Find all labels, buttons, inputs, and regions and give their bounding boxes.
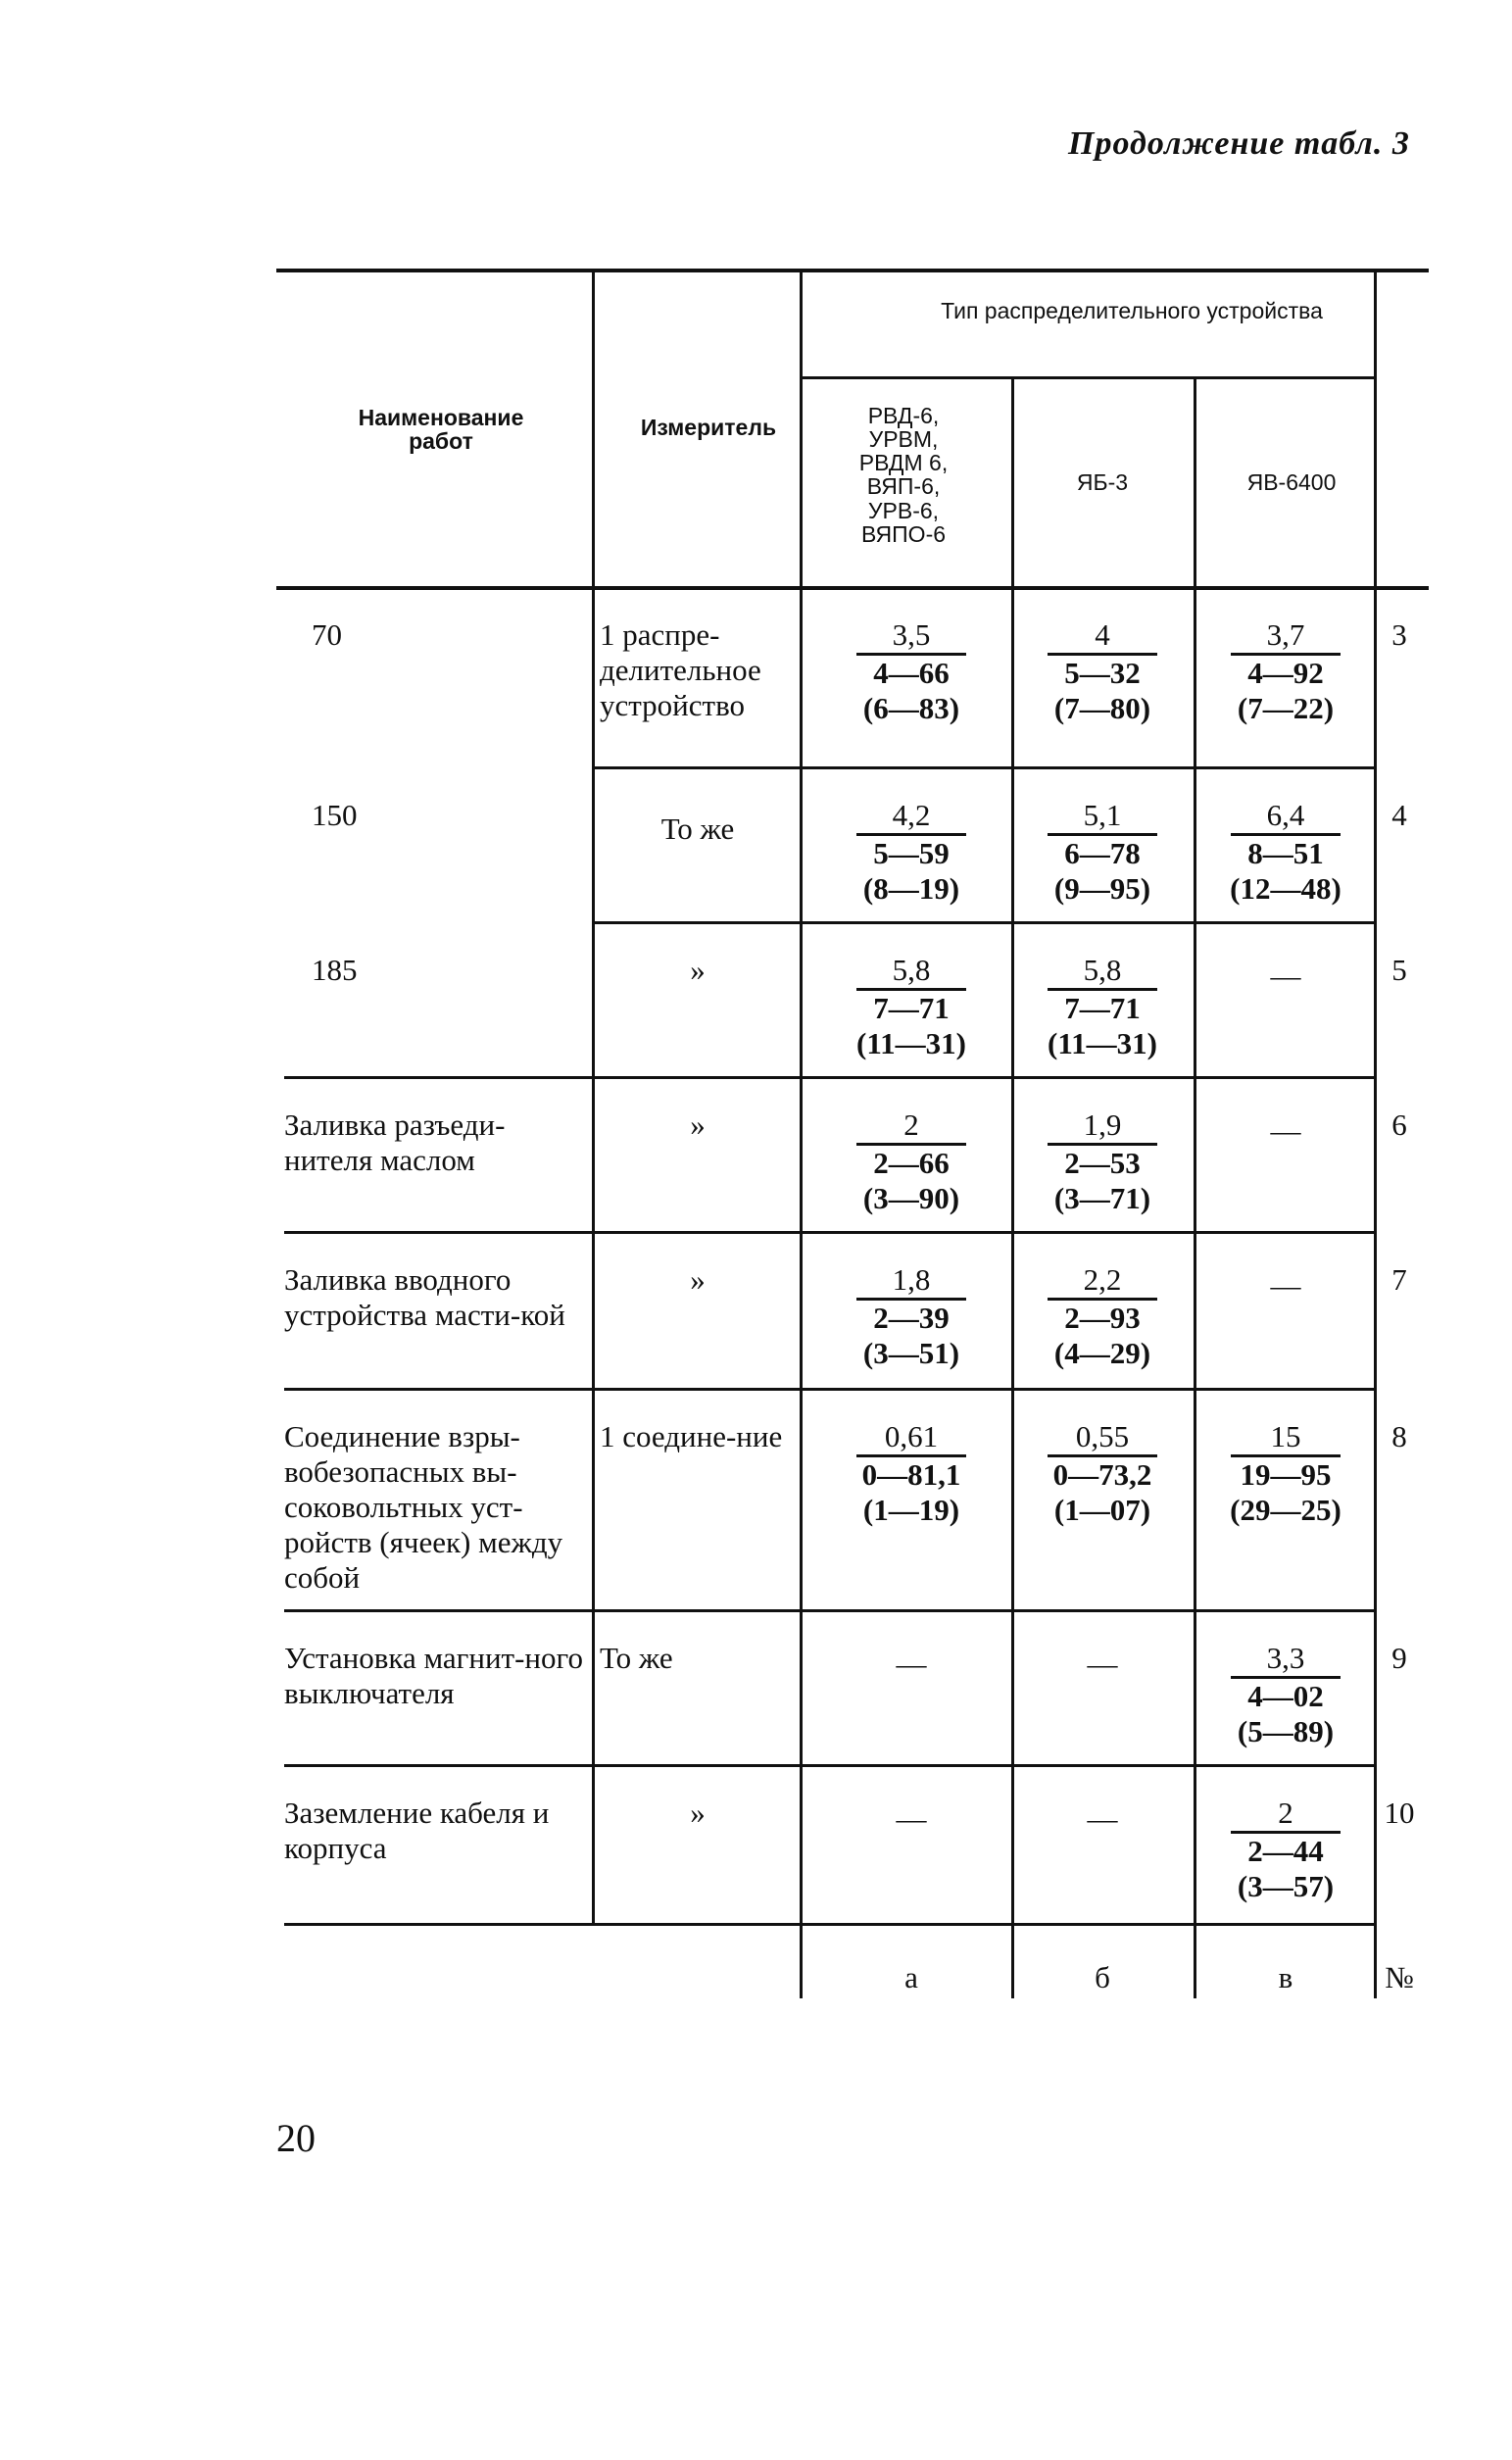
rate-value: 2 <box>1278 1796 1293 1830</box>
price-alt-value: (3—57) <box>1237 1869 1335 1903</box>
meter-value: 1 соедине-ние <box>600 1419 783 1453</box>
header-work-name: Наименование работ <box>358 405 524 455</box>
table-top-rule <box>276 269 1429 272</box>
header-col-a: РВД-6, УРВМ, РВДМ 6, ВЯП-6, УРВ-6, ВЯПО-6 <box>858 403 949 547</box>
row-rule <box>284 1231 1374 1234</box>
cell-a <box>838 1262 985 1371</box>
cell-a <box>838 953 985 1061</box>
rate-value: 4,2 <box>892 798 931 832</box>
row-rule <box>593 921 1374 924</box>
cell-a <box>838 798 985 907</box>
cell-b <box>1029 798 1176 907</box>
work-name: 150 <box>312 798 358 832</box>
price-value: 7—71 <box>1064 991 1141 1025</box>
price-alt-value: (9—95) <box>1053 871 1151 906</box>
cell-a-dash: — <box>896 1801 927 1836</box>
meter-value: То же <box>660 812 735 846</box>
row-rule <box>284 1923 1374 1926</box>
row-number: 5 <box>1391 953 1407 987</box>
price-value: 2—93 <box>1064 1301 1141 1335</box>
price-alt-value: (3—90) <box>862 1181 960 1215</box>
cell-b <box>1029 617 1176 726</box>
table-caption: Продолжение табл. 3 <box>1068 125 1410 162</box>
rate-value: 5,1 <box>1083 798 1122 832</box>
price-value: 6—78 <box>1064 836 1141 870</box>
price-alt-value: (8—19) <box>862 871 960 906</box>
cell-c <box>1212 617 1359 726</box>
price-value: 0—81,1 <box>861 1457 961 1492</box>
header-col-c: ЯВ-6400 <box>1246 469 1337 495</box>
header-bottom-rule <box>276 586 1429 590</box>
col-rule-meter <box>592 269 595 1925</box>
price-alt-value: (1—07) <box>1053 1493 1151 1527</box>
rate-value: 2 <box>903 1107 919 1142</box>
row-number: 8 <box>1391 1419 1407 1453</box>
rate-value: 0,61 <box>884 1419 939 1453</box>
cell-b <box>1029 1107 1176 1216</box>
price-value: 2—44 <box>1247 1834 1324 1868</box>
meter-value: » <box>690 1107 706 1142</box>
rate-value: 1,8 <box>892 1262 931 1297</box>
cell-c-dash: — <box>1270 1268 1301 1303</box>
price-value: 2—39 <box>873 1301 950 1335</box>
cell-c <box>1212 1419 1359 1528</box>
row-number: 10 <box>1384 1796 1415 1830</box>
row-number: 7 <box>1391 1262 1407 1297</box>
work-name: 70 <box>312 617 342 652</box>
price-alt-value: (29—25) <box>1230 1493 1341 1527</box>
meter-value: То же <box>600 1641 673 1675</box>
cell-b-dash: — <box>1087 1647 1118 1681</box>
rate-value: 15 <box>1270 1419 1301 1453</box>
cell-c-dash: — <box>1270 1113 1301 1148</box>
work-name: Заземление кабеля и корпуса <box>284 1796 550 1865</box>
col-rule-b <box>1011 376 1014 1998</box>
cell-c-dash: — <box>1270 959 1301 993</box>
col-rule-a <box>800 269 803 1998</box>
price-alt-value: (7—22) <box>1237 691 1335 725</box>
price-alt-value: (3—71) <box>1053 1181 1151 1215</box>
cell-a <box>838 1107 985 1216</box>
price-alt-value: (3—51) <box>862 1336 960 1370</box>
cell-b-dash: — <box>1087 1801 1118 1836</box>
col-rule-c <box>1194 376 1196 1998</box>
row-rule <box>284 1076 1374 1079</box>
header-sub-rule <box>800 376 1376 379</box>
rate-value: 5,8 <box>892 953 931 987</box>
row-number: 4 <box>1391 798 1407 832</box>
footer-c: в <box>1278 1960 1293 1994</box>
cell-b <box>1029 953 1176 1061</box>
footer-number: № <box>1385 1960 1414 1994</box>
cell-b <box>1029 1419 1176 1528</box>
rate-value: 6,4 <box>1266 798 1305 832</box>
page-number: 20 <box>276 2116 316 2160</box>
price-value: 5—32 <box>1064 656 1141 690</box>
rate-value: 4 <box>1095 617 1110 652</box>
cell-c <box>1212 1641 1359 1749</box>
work-name: Заливка разъеди-нителя маслом <box>284 1107 506 1177</box>
price-value: 8—51 <box>1247 836 1324 870</box>
price-alt-value: (11—31) <box>1048 1026 1157 1060</box>
price-value: 2—53 <box>1064 1146 1141 1180</box>
price-alt-value: (7—80) <box>1053 691 1151 725</box>
header-device-type: Тип распределительного устройства <box>941 298 1323 323</box>
rate-value: 3,5 <box>892 617 931 652</box>
work-name: Установка магнит-ного выключателя <box>284 1641 583 1710</box>
price-value: 4—02 <box>1247 1679 1324 1713</box>
price-value: 2—66 <box>873 1146 950 1180</box>
footer-a: а <box>904 1960 918 1994</box>
rate-value: 0,55 <box>1075 1419 1130 1453</box>
cell-b <box>1029 1262 1176 1371</box>
rate-value: 2,2 <box>1083 1262 1122 1297</box>
header-meter: Измеритель <box>640 415 777 440</box>
rate-value: 3,7 <box>1266 617 1305 652</box>
header-col-b: ЯБ-3 <box>1076 469 1129 495</box>
cell-a <box>838 617 985 726</box>
row-rule <box>593 766 1374 769</box>
price-value: 19—95 <box>1240 1457 1332 1492</box>
price-value: 4—92 <box>1247 656 1324 690</box>
cell-c <box>1212 798 1359 907</box>
meter-value: » <box>690 1796 706 1830</box>
meter-value: 1 распре-делительное устройство <box>600 617 761 722</box>
col-rule-n <box>1374 269 1377 1998</box>
price-value: 7—71 <box>873 991 950 1025</box>
cell-a <box>838 1419 985 1528</box>
meter-value: » <box>690 953 706 987</box>
footer-b: б <box>1095 1960 1110 1994</box>
cell-a-dash: — <box>896 1647 927 1681</box>
rate-value: 3,3 <box>1266 1641 1305 1675</box>
row-rule <box>284 1764 1374 1767</box>
price-value: 4—66 <box>873 656 950 690</box>
price-alt-value: (11—31) <box>856 1026 966 1060</box>
rate-value: 5,8 <box>1083 953 1122 987</box>
work-name: Соединение взры-вобезопасных вы-соковольтных уст-ройств (ячеек) между собой <box>284 1419 563 1595</box>
work-name: 185 <box>312 953 358 987</box>
price-alt-value: (12—48) <box>1230 871 1341 906</box>
meter-value: » <box>690 1262 706 1297</box>
price-alt-value: (5—89) <box>1237 1714 1335 1748</box>
row-rule <box>284 1609 1374 1612</box>
row-number: 3 <box>1391 617 1407 652</box>
row-number: 6 <box>1391 1107 1407 1142</box>
cell-c <box>1212 1796 1359 1904</box>
price-value: 5—59 <box>873 836 950 870</box>
price-alt-value: (4—29) <box>1053 1336 1151 1370</box>
work-name: Заливка вводного устройства масти-кой <box>284 1262 565 1332</box>
row-rule <box>284 1388 1374 1391</box>
rate-value: 1,9 <box>1083 1107 1122 1142</box>
price-alt-value: (1—19) <box>862 1493 960 1527</box>
row-number: 9 <box>1391 1641 1407 1675</box>
price-value: 0—73,2 <box>1052 1457 1152 1492</box>
price-alt-value: (6—83) <box>862 691 960 725</box>
